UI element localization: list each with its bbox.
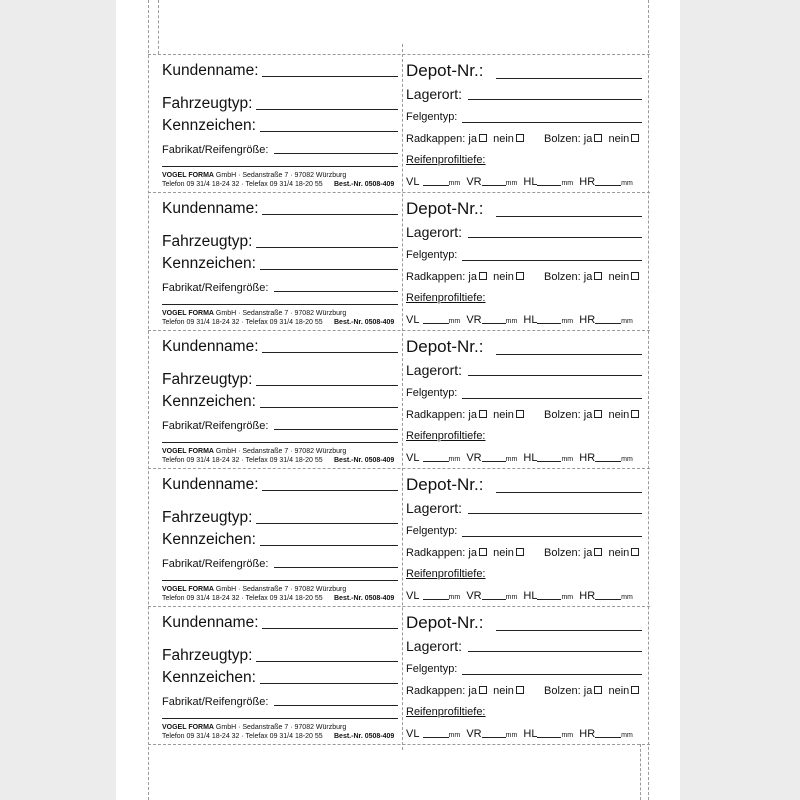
- radkappen-nein-checkbox[interactable]: [516, 548, 524, 556]
- felgentyp-field[interactable]: [462, 674, 642, 675]
- kundenname-label: Kundenname:: [162, 338, 259, 355]
- kennzeichen-label: Kennzeichen:: [162, 393, 256, 410]
- vl-field[interactable]: [423, 728, 449, 738]
- radkappen-ja-checkbox[interactable]: [479, 686, 487, 694]
- felgentyp-label: Felgentyp:: [406, 111, 458, 123]
- perforation-line: [648, 0, 649, 800]
- fabrikat-field-line-2[interactable]: [162, 580, 398, 581]
- fabrikat-field[interactable]: [274, 429, 398, 430]
- hr-field[interactable]: [595, 590, 621, 600]
- kundenname-label: Kundenname:: [162, 200, 259, 217]
- kennzeichen-label: Kennzeichen:: [162, 255, 256, 272]
- radkappen-nein-checkbox[interactable]: [516, 134, 524, 142]
- radkappen-ja-checkbox[interactable]: [479, 134, 487, 142]
- publisher-phone: Telefon 09 31/4 18-24 32 · Telefax 09 31/4 18-20 55: [162, 733, 323, 740]
- kundenname-field[interactable]: [262, 214, 398, 215]
- lagerort-label: Lagerort:: [406, 224, 463, 240]
- bolzen-ja-checkbox[interactable]: [594, 686, 602, 694]
- kundenname-label: Kundenname:: [162, 476, 259, 493]
- fahrzeugtyp-label: Fahrzeugtyp:: [162, 233, 253, 250]
- publisher-phone: Telefon 09 31/4 18-24 32 · Telefax 09 31/4 18-20 55: [162, 457, 323, 464]
- radkappen-ja-checkbox[interactable]: [479, 548, 487, 556]
- hr-field[interactable]: [595, 728, 621, 738]
- hl-field[interactable]: [537, 590, 561, 600]
- felgentyp-label: Felgentyp:: [406, 249, 458, 261]
- kundenname-field[interactable]: [262, 352, 398, 353]
- perforation-line: [148, 54, 650, 55]
- vl-field[interactable]: [423, 590, 449, 600]
- lagerort-label: Lagerort:: [406, 500, 463, 516]
- radkappen-row: Radkappen: ja nein: [406, 547, 524, 559]
- bolzen-ja-checkbox[interactable]: [594, 272, 602, 280]
- vl-field[interactable]: [423, 314, 449, 324]
- reifenprofiltiefe-label: Reifenprofiltiefe:: [406, 706, 486, 718]
- tire-storage-label: [156, 332, 648, 470]
- bolzen-row: Bolzen: ja nein: [544, 409, 639, 421]
- lagerort-label: Lagerort:: [406, 86, 463, 102]
- lagerort-field[interactable]: [468, 237, 642, 238]
- kundenname-label: Kundenname:: [162, 62, 259, 79]
- depot-nr-field[interactable]: [496, 78, 642, 79]
- publisher-line: VOGEL FORMA GmbH · Sedanstraße 7 · 97082 Würzburg: [162, 310, 347, 317]
- fabrikat-field[interactable]: [274, 153, 398, 154]
- depot-nr-label: Depot-Nr.:: [406, 199, 484, 218]
- fabrikat-field-line-2[interactable]: [162, 166, 398, 167]
- radkappen-row: Radkappen: ja nein: [406, 685, 524, 697]
- vr-field[interactable]: [482, 176, 506, 186]
- fahrzeugtyp-field[interactable]: [256, 109, 398, 110]
- lagerort-field[interactable]: [468, 513, 642, 514]
- perforation-line: [640, 744, 641, 800]
- kennzeichen-field[interactable]: [260, 131, 398, 132]
- fabrikat-label: Fabrikat/Reifengröße:: [162, 144, 269, 156]
- depot-nr-field[interactable]: [496, 354, 642, 355]
- order-number: Best.-Nr. 0508-409: [334, 457, 395, 464]
- fahrzeugtyp-field[interactable]: [256, 661, 398, 662]
- hr-field[interactable]: [595, 452, 621, 462]
- fahrzeugtyp-label: Fahrzeugtyp:: [162, 371, 253, 388]
- bolzen-row: Bolzen: ja nein: [544, 547, 639, 559]
- fabrikat-label: Fabrikat/Reifengröße:: [162, 558, 269, 570]
- radkappen-nein-checkbox[interactable]: [516, 686, 524, 694]
- felgentyp-field[interactable]: [462, 536, 642, 537]
- hr-field[interactable]: [595, 314, 621, 324]
- reifenprofiltiefe-label: Reifenprofiltiefe:: [406, 568, 486, 580]
- lagerort-label: Lagerort:: [406, 638, 463, 654]
- vr-field[interactable]: [482, 452, 506, 462]
- bolzen-ja-checkbox[interactable]: [594, 548, 602, 556]
- lagerort-field[interactable]: [468, 99, 642, 100]
- order-number: Best.-Nr. 0508-409: [334, 595, 395, 602]
- fahrzeugtyp-label: Fahrzeugtyp:: [162, 95, 253, 112]
- fabrikat-field-line-2[interactable]: [162, 442, 398, 443]
- bolzen-nein-checkbox[interactable]: [631, 686, 639, 694]
- fabrikat-field[interactable]: [274, 705, 398, 706]
- tire-storage-label: [156, 470, 648, 608]
- kennzeichen-label: Kennzeichen:: [162, 669, 256, 686]
- profile-depth-row: VL mm VR mm HL mm HR mm: [406, 728, 633, 740]
- fahrzeugtyp-field[interactable]: [256, 523, 398, 524]
- felgentyp-label: Felgentyp:: [406, 663, 458, 675]
- kundenname-field[interactable]: [262, 628, 398, 629]
- tire-storage-label: [156, 56, 648, 194]
- hl-field[interactable]: [537, 452, 561, 462]
- depot-nr-label: Depot-Nr.:: [406, 61, 484, 80]
- felgentyp-label: Felgentyp:: [406, 525, 458, 537]
- fahrzeugtyp-label: Fahrzeugtyp:: [162, 647, 253, 664]
- lagerort-label: Lagerort:: [406, 362, 463, 378]
- bolzen-nein-checkbox[interactable]: [631, 410, 639, 418]
- kennzeichen-field[interactable]: [260, 545, 398, 546]
- vr-field[interactable]: [482, 728, 506, 738]
- fabrikat-label: Fabrikat/Reifengröße:: [162, 696, 269, 708]
- radkappen-row: Radkappen: ja nein: [406, 409, 524, 421]
- reifenprofiltiefe-label: Reifenprofiltiefe:: [406, 292, 486, 304]
- fabrikat-field-line-2[interactable]: [162, 718, 398, 719]
- order-number: Best.-Nr. 0508-409: [334, 181, 395, 188]
- radkappen-row: Radkappen: ja nein: [406, 271, 524, 283]
- radkappen-nein-checkbox[interactable]: [516, 272, 524, 280]
- fabrikat-field[interactable]: [274, 291, 398, 292]
- kundenname-field[interactable]: [262, 490, 398, 491]
- vl-field[interactable]: [423, 176, 449, 186]
- depot-nr-label: Depot-Nr.:: [406, 475, 484, 494]
- kennzeichen-label: Kennzeichen:: [162, 117, 256, 134]
- radkappen-nein-checkbox[interactable]: [516, 410, 524, 418]
- publisher-phone: Telefon 09 31/4 18-24 32 · Telefax 09 31/4 18-20 55: [162, 319, 323, 326]
- vr-field[interactable]: [482, 314, 506, 324]
- felgentyp-label: Felgentyp:: [406, 387, 458, 399]
- kennzeichen-label: Kennzeichen:: [162, 531, 256, 548]
- kennzeichen-field[interactable]: [260, 269, 398, 270]
- hl-field[interactable]: [537, 314, 561, 324]
- radkappen-ja-checkbox[interactable]: [479, 410, 487, 418]
- reifenprofiltiefe-label: Reifenprofiltiefe:: [406, 154, 486, 166]
- reifenprofiltiefe-label: Reifenprofiltiefe:: [406, 430, 486, 442]
- lagerort-field[interactable]: [468, 651, 642, 652]
- depot-nr-field[interactable]: [496, 492, 642, 493]
- profile-depth-row: VL mm VR mm HL mm HR mm: [406, 314, 633, 326]
- fahrzeugtyp-field[interactable]: [256, 385, 398, 386]
- fahrzeugtyp-field[interactable]: [256, 247, 398, 248]
- kennzeichen-field[interactable]: [260, 683, 398, 684]
- fabrikat-field-line-2[interactable]: [162, 304, 398, 305]
- depot-nr-label: Depot-Nr.:: [406, 337, 484, 356]
- tire-storage-label: [156, 194, 648, 332]
- order-number: Best.-Nr. 0508-409: [334, 319, 395, 326]
- perforation-line: [158, 0, 159, 54]
- profile-depth-row: VL mm VR mm HL mm HR mm: [406, 176, 633, 188]
- perforation-line: [148, 0, 149, 800]
- fabrikat-label: Fabrikat/Reifengröße:: [162, 420, 269, 432]
- profile-depth-row: VL mm VR mm HL mm HR mm: [406, 452, 633, 464]
- publisher-line: VOGEL FORMA GmbH · Sedanstraße 7 · 97082 Würzburg: [162, 448, 347, 455]
- fahrzeugtyp-label: Fahrzeugtyp:: [162, 509, 253, 526]
- hr-field[interactable]: [595, 176, 621, 186]
- bolzen-row: Bolzen: ja nein: [544, 133, 639, 145]
- bolzen-nein-checkbox[interactable]: [631, 272, 639, 280]
- depot-nr-field[interactable]: [496, 216, 642, 217]
- publisher-line: VOGEL FORMA GmbH · Sedanstraße 7 · 97082 Würzburg: [162, 172, 347, 179]
- bolzen-ja-checkbox[interactable]: [594, 410, 602, 418]
- bolzen-ja-checkbox[interactable]: [594, 134, 602, 142]
- bolzen-row: Bolzen: ja nein: [544, 685, 639, 697]
- radkappen-row: Radkappen: ja nein: [406, 133, 524, 145]
- bolzen-nein-checkbox[interactable]: [631, 548, 639, 556]
- publisher-phone: Telefon 09 31/4 18-24 32 · Telefax 09 31/4 18-20 55: [162, 595, 323, 602]
- tire-storage-label: [156, 608, 648, 746]
- hl-field[interactable]: [537, 176, 561, 186]
- fabrikat-label: Fabrikat/Reifengröße:: [162, 282, 269, 294]
- publisher-phone: Telefon 09 31/4 18-24 32 · Telefax 09 31/4 18-20 55: [162, 181, 323, 188]
- radkappen-ja-checkbox[interactable]: [479, 272, 487, 280]
- kundenname-field[interactable]: [262, 76, 398, 77]
- kundenname-label: Kundenname:: [162, 614, 259, 631]
- kennzeichen-field[interactable]: [260, 407, 398, 408]
- order-number: Best.-Nr. 0508-409: [334, 733, 395, 740]
- depot-nr-label: Depot-Nr.:: [406, 613, 484, 632]
- felgentyp-field[interactable]: [462, 122, 642, 123]
- bolzen-nein-checkbox[interactable]: [631, 134, 639, 142]
- bolzen-row: Bolzen: ja nein: [544, 271, 639, 283]
- publisher-line: VOGEL FORMA GmbH · Sedanstraße 7 · 97082 Würzburg: [162, 586, 347, 593]
- hl-field[interactable]: [537, 728, 561, 738]
- felgentyp-field[interactable]: [462, 398, 642, 399]
- fabrikat-field[interactable]: [274, 567, 398, 568]
- vr-field[interactable]: [482, 590, 506, 600]
- felgentyp-field[interactable]: [462, 260, 642, 261]
- vl-field[interactable]: [423, 452, 449, 462]
- profile-depth-row: VL mm VR mm HL mm HR mm: [406, 590, 633, 602]
- depot-nr-field[interactable]: [496, 630, 642, 631]
- publisher-line: VOGEL FORMA GmbH · Sedanstraße 7 · 97082 Würzburg: [162, 724, 347, 731]
- lagerort-field[interactable]: [468, 375, 642, 376]
